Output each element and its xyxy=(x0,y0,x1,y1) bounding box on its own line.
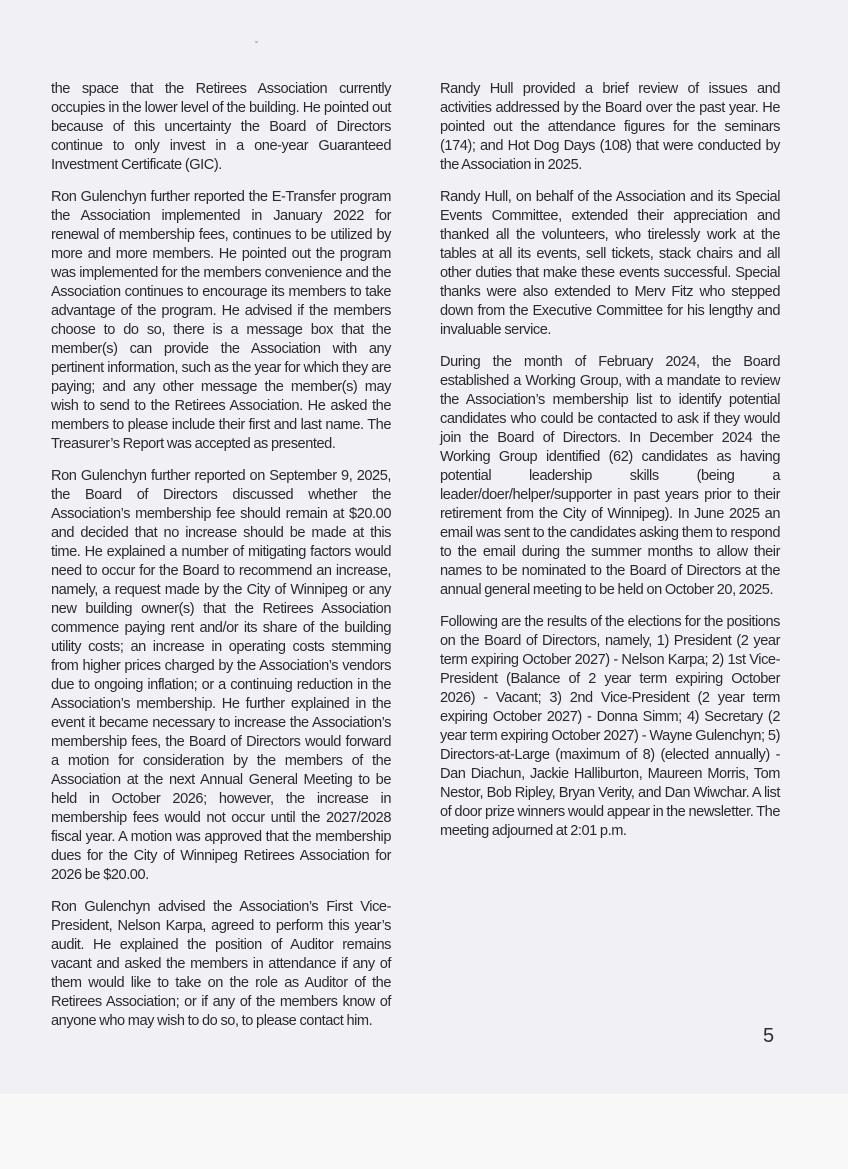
paragraph-e-transfer-program: Ron Gulenchyn further reported the E-Transfer program the Association implemented in January 2022 for renewal of membership fees, continues to be utilized by more and more members. He pointed out the program was implemented for the members convenience and the Association continues to encourage its members to take advantage of the program. He advised if the members choose to do so, there is a message box that the member(s) can provide the Association with any pertinent information, such as the year for which they are paying; and any other message the member(s) may wish to send to the Retirees Association. He asked the members to please include their first and last name. The Treasurer’s Report was accepted as presented. xyxy=(51,189,391,452)
paragraph-election-results: Following are the results of the elections for the positions on the Board of Directors, namely, 1) President (2 year term expiring October 2027) - Nelson Karpa; 2) 1st Vice-President (Balance of 2 year term expiring October 2026) - Vacant; 3) 2nd Vice-President (2 year term expiring October 2027) - Donna Simm; 4) Secretary (2 year term expiring October 2027) - Wayne Gulenchyn; 5) Directors-at-Large (maximum of 8) (elected annually) - Dan Diachun, Jackie Halliburton, Maureen Morris, Tom Nestor, Bob Ripley, Bryan Verity, and Dan Wiwchar. A list of door prize winners would appear in the newsletter. The meeting adjourned at 2:01 p.m. xyxy=(440,614,780,839)
paragraph-volunteer-thanks: Randy Hull, on behalf of the Association and its Special Events Committee, extended their appreciation and thanked all the volunteers, who tirelessly work at the tables at all its events, sell tickets, stack chairs and all other duties that make these events successful. Special thanks were also extended to Merv Fitz who stepped down from the Executive Committee for his lengthy and invaluable service. xyxy=(440,189,780,338)
scan-artifact-dot xyxy=(255,41,258,43)
scan-bottom-margin xyxy=(0,1094,848,1169)
paragraph-gic-investment: the space that the Retirees Association currently occupies in the lower level of the building. He pointed out because of this uncertainty the Board of Directors continue to only invest in a one-year Guaranteed Investment Certificate (GIC). xyxy=(51,81,391,173)
paragraph-audit: Ron Gulenchyn advised the Association’s First Vice-President, Nelson Karpa, agreed to perform this year’s audit. He explained the position of Auditor remains vacant and asked the members in attendance if any of them would like to take on the role as Auditor of the Retirees Association; or if any of the members know of anyone who may wish to do so, to please contact him. xyxy=(51,899,391,1029)
left-column xyxy=(51,80,391,1044)
paragraph-membership-fee: Ron Gulenchyn further reported on September 9, 2025, the Board of Directors discussed whether the Association’s membership fee should remain at $20.00 and decided that no increase should be made at this time. He explained a number of mitigating factors would need to occur for the Board to recommend an increase, namely, a request made by the City of Winnipeg or any new building owner(s) that the Retirees Association commence paying rent and/or its share of the building utility costs; an increase in operating costs stemming from higher prices charged by the Association’s vendors due to ongoing inflation; or a continuing reduction in the Association’s membership. He further explained in the event it became necessary to increase the Association’s membership fees, the Board of Directors would forward a motion for consideration by the members of the Association at the next Annual General Meeting to be held in October 2026; however, the increase in membership fees would not occur until the 2027/2028 fiscal year. A motion was approved that the membership dues for the City of Winnipeg Retirees Association for 2026 be $20.00. xyxy=(51,468,391,883)
paragraph-working-group: During the month of February 2024, the Board established a Working Group, with a mandate to review the Association’s membership list to identify potential candidates who could be contacted to ask if they would join the Board of Directors. In December 2024 the Working Group identified (62) candidates as having potential leadership skills (being a leader/doer/helper/supporter in past years prior to their retirement from the City of Winnipeg). In June 2025 an email was sent to the candidates asking them to respond to the email during the summer months to allow their names to be nominated to the Board of Directors at the annual general meeting to be held on October 20, 2025. xyxy=(440,354,780,598)
right-column xyxy=(440,80,780,854)
paragraph-board-review: Randy Hull provided a brief review of issues and activities addressed by the Board over the past year. He pointed out the attendance figures for the seminars (174); and Hot Dog Days (108) that were conducted by the Association in 2025. xyxy=(440,81,780,173)
page-number: 5 xyxy=(763,1025,775,1047)
